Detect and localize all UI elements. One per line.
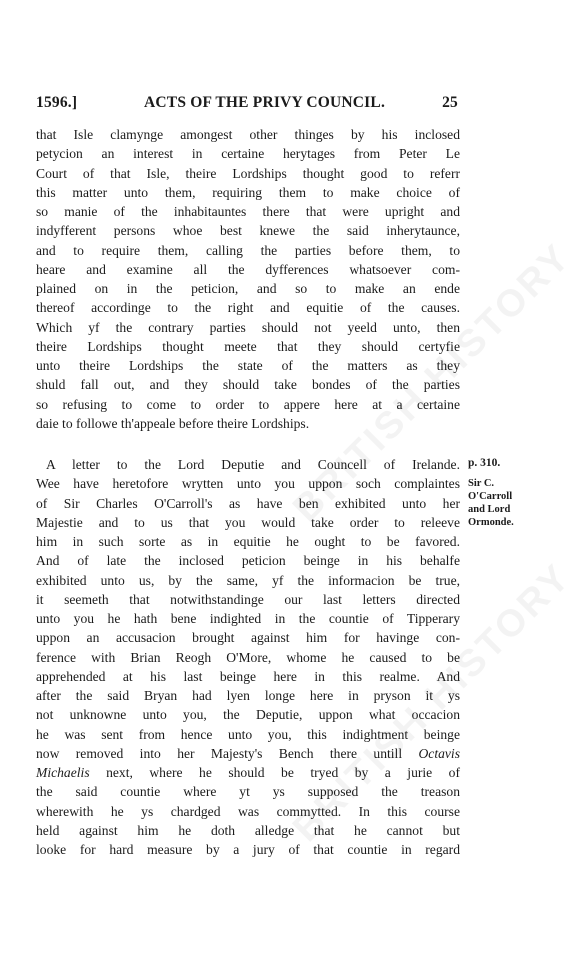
text-line: heare and examine all the dyfferences whatsoever com- bbox=[36, 261, 460, 277]
text-line: unto you he hath bene indighted in the countie of Tipperary bbox=[36, 611, 460, 626]
header-date: 1596.] bbox=[36, 94, 78, 111]
running-header bbox=[36, 94, 458, 114]
margin-page-ref: p. 310. bbox=[468, 457, 501, 469]
text-line: Wee have heretofore wrytten unto you uppon soch complaintes bbox=[36, 476, 460, 492]
text-line: after the said Bryan had lyen longe here in pryson it ys bbox=[36, 688, 460, 703]
text-line: this matter unto them, requiring them to make choice of bbox=[36, 184, 460, 200]
text-line: exhibited unto us, by the same, yf the informacion be true, bbox=[36, 572, 460, 588]
text-line: apprehended at his last beinge here in this realme. And bbox=[36, 668, 460, 684]
margin-note-line: Ormonde. bbox=[468, 517, 514, 528]
text-line: Majestie and to us that you would take order to releeve bbox=[36, 514, 460, 530]
text-line: Court of that Isle, theire Lordships thought good to referr bbox=[36, 165, 460, 181]
text-line: unto theire Lordships the state of the matters as they bbox=[36, 358, 460, 373]
text-fragment: next, where he should be tryed by a jurie of bbox=[89, 765, 460, 780]
margin-note-line: Sir C. bbox=[468, 478, 495, 489]
text-line: so refusing to come to order to appere here at a certaine bbox=[36, 396, 460, 412]
text-line: thereof accordinge to the right and equitie of the causes. bbox=[36, 300, 460, 316]
text-line: the said countie where yt ys supposed the treason bbox=[36, 784, 460, 800]
paragraph-1 bbox=[36, 125, 460, 433]
text-line: indyfferent persons whoe best knewe the said inherytaunce, bbox=[36, 223, 460, 239]
text-line bbox=[36, 763, 460, 782]
text-line: of Sir Charles O'Carroll's as have ben exhibited unto her bbox=[36, 495, 460, 511]
text-line: so manie of the inhabitauntes there that were upright and bbox=[36, 204, 460, 219]
text-line: theire Lordships thought meete that they should certyfie bbox=[36, 338, 460, 354]
margin-note-line: and Lord bbox=[468, 504, 511, 515]
margin-note bbox=[468, 457, 560, 529]
page-number: 25 bbox=[442, 94, 458, 111]
header-title: ACTS OF THE PRIVY COUNCIL. bbox=[144, 94, 386, 111]
text-line: uppon an accusacion brought against him for havinge con- bbox=[36, 630, 460, 646]
text-line: that Isle clamynge amongest other thinges by his inclosed bbox=[36, 127, 460, 142]
text-line: daie to followe th'appeale before theire Lordships. bbox=[36, 415, 310, 431]
margin-note-line: O'Carroll bbox=[468, 491, 513, 502]
text-line: A letter to the Lord Deputie and Councell of Irelande. bbox=[46, 457, 460, 472]
text-line bbox=[36, 744, 460, 763]
text-line: held against him he doth alledge that he cannot but bbox=[36, 822, 460, 838]
text-line: he was sent from hence unto you, this indightment beinge bbox=[36, 726, 460, 742]
paragraph-2 bbox=[36, 455, 460, 859]
text-line: petycion an interest in certaine herytages from Peter Le bbox=[36, 146, 460, 162]
text-line: and to require them, calling the parties before them, to bbox=[36, 242, 460, 258]
text-line: plained on in the peticion, and so to make an ende bbox=[36, 281, 460, 296]
text-line: looke for hard measure by a jury of that countie in regard bbox=[36, 842, 460, 857]
text-line: ference with Brian Reogh O'More, whome he caused to be bbox=[36, 649, 460, 665]
text-line: not unknowne unto you, the Deputie, uppon what occacion bbox=[36, 707, 460, 723]
text-line: shuld fall out, and they should take bondes of the parties bbox=[36, 377, 460, 393]
text-line: Which yf the contrary parties should not yeeld unto, then bbox=[36, 319, 460, 335]
text-line: him in such sorte as in equitie he ought to be favored. bbox=[36, 534, 460, 549]
text-line: it seemeth that notwithstandinge our last letters directed bbox=[36, 591, 460, 607]
italic-phrase: Octavis bbox=[418, 745, 460, 761]
text-line: And of late the inclosed peticion beinge in his behalfe bbox=[36, 553, 460, 569]
italic-phrase: Michaelis bbox=[36, 765, 90, 780]
text-fragment: now removed into her Majesty's Bench there untill bbox=[36, 745, 419, 761]
text-line: wherewith he ys chardged was commytted. In this course bbox=[36, 803, 460, 819]
